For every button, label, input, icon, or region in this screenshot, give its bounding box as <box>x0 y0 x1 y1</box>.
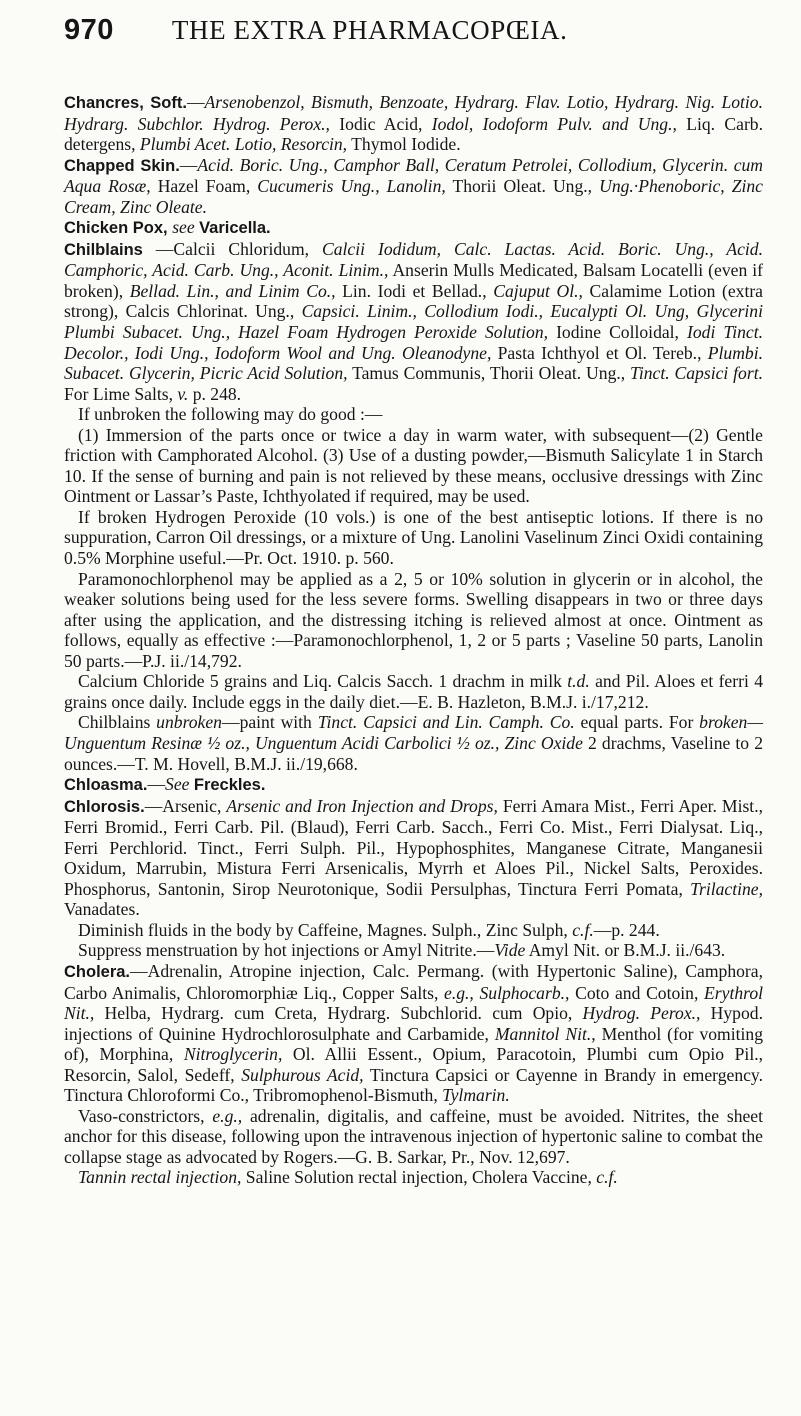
italic-text: Sulphurous Acid, <box>241 1064 364 1085</box>
italic-text: Tinct. Capsici fort. <box>630 363 763 384</box>
text-run: For Lime Salts, <box>64 383 178 404</box>
italic-text: Ung.·Phenoboric, Zinc Cream, Zinc Oleate. <box>64 176 763 217</box>
italic-text: Arsenic and Iron Injection and Drops, <box>226 795 498 816</box>
italic-text: unbroken <box>156 712 222 733</box>
text-run: Vaso-constrictors, <box>78 1105 213 1126</box>
italic-text: e.g., Sulphocarb., <box>444 982 570 1003</box>
text-run: 2 drachms, Vaseline to 2 ounces.—T. M. Hovell, B.M.J. ii./19,668. <box>64 732 764 774</box>
dictionary-entry <box>64 796 763 920</box>
italic-text: c.f. <box>572 919 594 940</box>
italic-text: Tannin rectal injection, <box>78 1167 242 1188</box>
text-run: p. 248. <box>188 383 242 404</box>
entry-heading: Chlorosis. <box>64 797 145 816</box>
italic-text: Tinct. Capsici and Lin. Camph. Co. <box>317 712 575 733</box>
italic-text: Arsenobenzol, Bismuth, Benzoate, Hydrarg. Flav. Lotio, Hydrarg. Nig. Lotio. Hydrarg. Subchlor. Hydrog. Perox., <box>64 92 763 134</box>
dictionary-entry <box>64 774 763 796</box>
text-run: Paramonochlorphenol may be applied as a 2, 5 or 10% solution in glycerin or in alcohol, the weaker solutions being used for the less severe forms. Swelling disappears in two or three days after using the application, and the distressing itching is relieved almost at once. Ointment as follows, equally as effective :—Paramonochlorphenol, 1, 2 or 5 parts ; Vaseline 50 parts, Lanolin 50 parts.—P.J. ii./14,792. <box>64 568 763 671</box>
entry-paragraph <box>64 671 763 712</box>
text-run: Amyl Nit. or B.M.J. ii./643. <box>525 940 726 961</box>
dictionary-entry <box>64 92 763 155</box>
italic-text: Calcii Iodidum, Calc. Lactas. Acid. Boric. Ung., Acid. Camphoric, Acid. Carb. Ung., Aconit. Linim., <box>64 238 763 281</box>
page-body <box>64 92 763 1188</box>
italic-text: Tylmarin. <box>442 1085 510 1106</box>
text-run: Pasta Ichthyol et Ol. Tereb., <box>491 342 708 363</box>
italic-text: Cajuput Ol., <box>493 280 583 301</box>
text-run: Hazel Foam, <box>150 176 258 197</box>
italic-text: Erythrol Nit., <box>64 982 764 1024</box>
italic-text: Capsici. Linim., Collodium Iodi., Eucalypti Ol. Ung, Glycerini Plumbi Subacet. Ung., Hazel Foam Hydrogen Peroxide Solution, <box>64 301 763 343</box>
text-run: (1) Immersion of the parts once or twice a day in warm water, with subsequent—(2) Gentle friction with Camphorated Alcohol. (3) Use of a dusting powder,—Bismuth Salicylate 1 in Starch 10. If the sense of burning and pain is not relieved by these means, occlusive dressings with Zinc Ointment or Lassar’s Paste, Ichthyolated if required, may be used. <box>64 424 763 507</box>
italic-text: Acid. Boric. Ung., Camphor Ball, Ceratum Petrolei, Collodium, Glycerin. cum Aqua Rosæ, <box>64 154 764 197</box>
page-number: 970 <box>64 14 114 46</box>
italic-text: Cucumeris Ung., Lanolin, <box>257 176 446 197</box>
text-run: and Pil. Aloes et ferri 4 grains once daily. Include eggs in the daily diet.—E. B. Hazleton, B.M.J. i./17,212. <box>64 671 763 712</box>
entry-paragraph <box>64 712 763 774</box>
entry-paragraph <box>64 425 763 507</box>
text-run: Lin. Iodi et Bellad., <box>335 280 494 301</box>
entry-paragraph <box>64 569 763 672</box>
italic-text: c.f. <box>596 1167 618 1188</box>
italic-text: e.g., <box>212 1105 243 1126</box>
text-run: Ol. Allii Essent., Opium, Paracotoin, Plumbi cum Opio Pil., Resorcin, Salol, Sedeff, <box>64 1044 763 1085</box>
text-run: equal parts. For <box>574 712 700 733</box>
entry-paragraph <box>64 920 763 941</box>
text-run: Chilblains <box>78 712 157 733</box>
text-run: —p. 244. <box>593 919 660 940</box>
text-run: —paint with <box>221 712 318 733</box>
entry-paragraph <box>64 940 763 961</box>
italic-text: Plumbi. Subacet. Glycerin, Picric Acid Solution, <box>64 342 763 384</box>
text-run: Saline Solution rectal injection, Cholera Vaccine, <box>241 1167 597 1188</box>
text-run: Hypod. injections of Quinine Hydrochlorosulphate and Carbamide, <box>64 1003 763 1044</box>
italic-text: Plumbi Acet. Lotio, Resorcin, <box>139 134 348 155</box>
text-run: Thymol Iodide. <box>347 134 461 155</box>
entry-heading: Chilblains <box>64 240 143 259</box>
dictionary-entry <box>64 961 763 1106</box>
entry-paragraph <box>64 1106 763 1168</box>
entry-heading: Varicella. <box>199 219 271 238</box>
entry-paragraph <box>64 404 763 425</box>
entry-heading: Chicken Pox, <box>64 219 173 238</box>
entry-heading: Chloasma. <box>64 776 148 795</box>
italic-text: broken—Unguentum Resinæ ½ oz., Unguentum Acidi Carbolici ½ oz., Zinc Oxide <box>64 712 763 753</box>
text-run: Iodine Colloidal, <box>548 322 688 343</box>
text-run: If broken Hydrogen Peroxide (10 vols.) is one of the best antiseptic lotions. If there is no suppuration, Carron Oil dressings, or a mixture of Ung. Lanolini Vaselinum Zinci Oxidi containing 0.5% Morphine useful.—Pr. Oct. 1910. p. 560. <box>64 506 763 569</box>
text-run: — <box>186 92 205 112</box>
entry-heading: Cholera. <box>64 962 131 981</box>
text-run: adrenalin, digitalis, and caffeine, must be avoided. Nitrites, the sheet anchor for this disease, following upon the intravenous injection of hypertonic saline to combat the collapse stage as advocated by Rogers.—G. B. Sarkar, Pr., Nov. 12,697. <box>64 1105 763 1167</box>
italic-text: Nitroglycerin, <box>183 1044 283 1065</box>
text-run: Iodic Acid, <box>329 113 432 134</box>
entry-heading: Chapped Skin. <box>64 156 180 175</box>
text-run: —Arsenic, <box>144 795 227 816</box>
entry-paragraph <box>64 507 763 569</box>
text-run: —Calcii Chloridum, <box>142 238 322 259</box>
page-header <box>64 0 763 50</box>
running-head: THE EXTRA PHARMACOPŒIA. <box>171 15 568 45</box>
text-run: Calcium Chloride 5 grains and Liq. Calcis Sacch. 1 drachm in milk <box>78 671 568 692</box>
dictionary-entry <box>64 217 763 239</box>
text-run: Diminish fluids in the body by Caffeine, Magnes. Sulph., Zinc Sulph, <box>78 919 573 940</box>
text-run: Calamime Lotion (extra strong), Calcis Chlorinat. Ung., <box>64 280 763 322</box>
text-run: If unbroken the following may do good :— <box>78 404 383 425</box>
italic-text: Hydrog. Perox., <box>582 1003 701 1024</box>
text-run: Menthol (for vomiting of), Morphina, <box>64 1023 763 1065</box>
italic-text: Vide <box>494 940 526 961</box>
entry-heading: Freckles. <box>193 776 266 795</box>
italic-text: Iodi Tinct. Decolor., Iodi Ung., Iodoform Wool and Ung. Oleanodyne, <box>64 322 763 363</box>
text-run: —Adrenalin, Atropine injection, Calc. Permang. (with Hypertonic Saline), Camphora, Carbo Animalis, Chloromorphiæ Liq., Copper Salts, <box>64 960 763 1003</box>
text-run: — <box>179 154 198 175</box>
italic-text: v. <box>177 383 189 404</box>
text-run: Tamus Communis, Thorii Oleat. Ung., <box>347 363 631 384</box>
italic-text: Trilactine, <box>690 878 763 899</box>
italic-text: See <box>165 774 190 795</box>
text-run: Anserin Mulls Medicated, Balsam Locatelli (even if broken), <box>64 260 763 301</box>
text-run: Thorii Oleat. Ung., <box>445 176 600 197</box>
text-run: Liq. Carb. detergens, <box>64 113 763 155</box>
dictionary-entry <box>64 239 763 404</box>
italic-text: Mannitol Nit., <box>494 1023 596 1044</box>
entry-heading: Chancres, Soft. <box>64 94 187 112</box>
text-run: Vanadates. <box>64 899 140 920</box>
italic-text: see <box>172 217 195 238</box>
text-run: — <box>147 774 166 795</box>
text-run: Helba, Hydrarg. cum Creta, Hydrarg. Subchlorid. cum Opio, <box>94 1003 583 1024</box>
entry-paragraph <box>64 1167 763 1188</box>
text-run: Coto and Cotoin, <box>569 982 705 1003</box>
italic-text: Iodol, Iodoform Pulv. and Ung., <box>431 113 677 134</box>
italic-text: Bellad. Lin., and Linim Co., <box>129 280 336 301</box>
text-run: Suppress menstruation by hot injections or Amyl Nitrite.— <box>78 940 495 961</box>
text-run: Ferri Amara Mist., Ferri Aper. Mist., Ferri Bromid., Ferri Carb. Pil. (Blaud), Ferri Carb. Sacch., Ferri Co. Mist., Ferri Dialysat. Liq., Ferri Perchlorid. Tinct., Ferri Sulph. Pil., Hypophosphites, Manganese Citrate, Manganesii Oxidum, Marrubin, Mistura Ferri Arsenicalis, Myrrh et Aloes Pil., Nickel Salts, Peroxides. Phosphorus, Santonin, Sirop Neurotonique, Sodii Persulphas, Tinctura Ferri Pomata, <box>64 795 763 899</box>
text-run: Tinctura Capsici or Cayenne in Brandy in emergency. Tinctura Chloroformi Co., Tribromophenol-Bismuth, <box>64 1064 763 1106</box>
dictionary-entry <box>64 155 763 218</box>
italic-text: t.d. <box>567 671 590 692</box>
